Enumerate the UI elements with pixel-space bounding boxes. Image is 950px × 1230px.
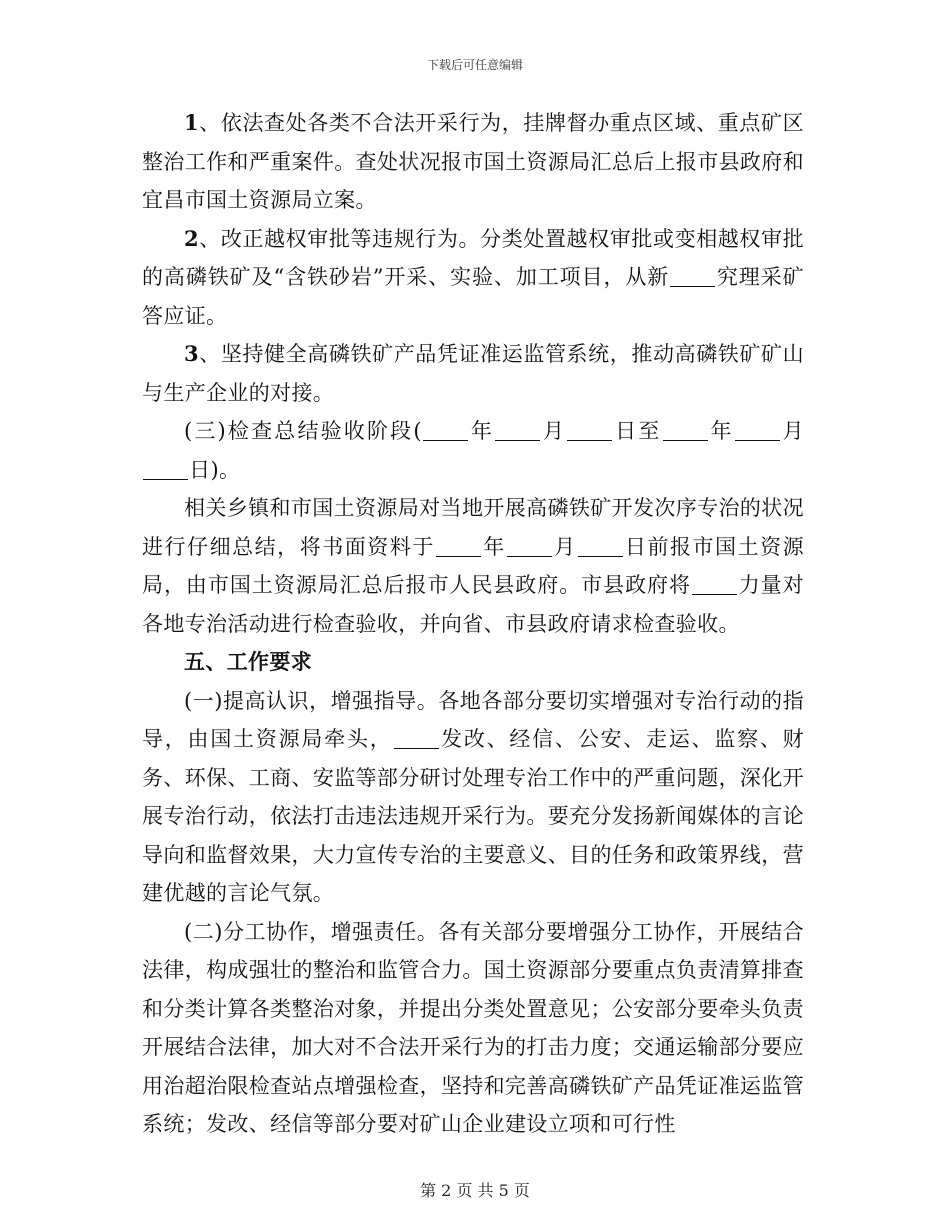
fill-blank (507, 535, 552, 557)
year-label: 年 (482, 534, 506, 559)
item-number: 1 (184, 110, 199, 135)
section-heading: 五、工作要求 (184, 649, 313, 674)
fill-blank (578, 535, 623, 557)
item-number: 3 (184, 341, 199, 366)
fill-blank (143, 458, 188, 480)
paragraph-3 (142, 335, 804, 412)
paragraph-text: 力量对各地专治活动进行检查验收，并向省、市县政府请求检查验收。 (142, 573, 804, 636)
paragraph-6 (142, 682, 804, 913)
paragraph-text: 相关乡镇和市国土资源局对当地开展高磷铁矿开发次序专治的状况进行仔细总结，将书面资料于 (142, 496, 804, 559)
item-number: 2 (184, 225, 199, 251)
year-label: 年 (469, 419, 495, 443)
paragraph-2 (142, 220, 804, 336)
fill-blank (495, 419, 540, 441)
paragraph-text: 究理采矿答应证。 (142, 265, 804, 328)
fill-blank (692, 573, 737, 595)
paragraph-1 (142, 104, 804, 220)
fill-blank (663, 419, 708, 441)
paragraph-text: (三)检查总结验收阶段( (184, 419, 422, 443)
paragraph-text: 发改、经信、公安、走运、监察、财务、环保、工商、安监等部分研讨处理专治工作中的严重问题，深化开展专治行动，依法打击违法违规开采行为。要充分发扬新闻媒体的言论导向和监督效果，大力宣传专治的主要意义、目的任务和政策界线，营建优越的言论气氛。 (142, 727, 804, 905)
paragraph-text: (一)提高认识，增强指导。各地各部分要切实增强对专治行动的指导，由国土资源局牵头， (142, 688, 804, 751)
paragraph-text: 日前报市国土资源局，由市国土资源局汇总后报市人民县政府。市县政府将 (142, 534, 804, 597)
paragraph-text: 、依法查处各类不合法开采行为，挂牌督办重点区域、重点矿区整治工作和严重案件。查处状况报市国土资源局汇总后上报市县政府和宜昌市国土资源局立案。 (142, 111, 804, 212)
fill-blank (670, 265, 715, 287)
fill-blank (423, 419, 468, 441)
year-label: 年 (708, 419, 734, 443)
header-note: 下载后可任意编辑 (426, 58, 523, 72)
page-footer: 第 2 页 共 5 页 (420, 1181, 530, 1200)
paragraph-text: 、改正越权审批等违规行为。分类处置越权审批或变相越权审批的高磷铁矿及“含铁砂岩”开采、实验、加工项目，从新 (142, 226, 804, 289)
paragraph-4 (142, 412, 804, 489)
paragraph-text: 、坚持健全高磷铁矿产品凭证准运监管系统，推动高磷铁矿矿山与生产企业的对接。 (142, 342, 804, 405)
fill-blank (567, 419, 612, 441)
paragraph-5 (142, 489, 804, 643)
fill-blank (394, 727, 439, 749)
month-label: 月 (552, 534, 577, 559)
fill-blank (735, 419, 780, 441)
fill-blank (436, 535, 481, 557)
month-label: 月 (541, 419, 567, 443)
paragraph-text: 日)。 (189, 457, 241, 482)
day-to-label: 日至 (613, 419, 662, 443)
paragraph-7: (二)分工协作，增强责任。各有关部分要增强分工协作，开展结合法律，构成强壮的整治和监管合力。国土资源部分要重点负责清算排查和分类计算各类整治对象，并提出分类处置意见；公安部分要牵头负责开展结合法律，加大对不合法开采行为的打击力度；交通运输部分要应用治超治限检查站点增强检查，坚持和完善高磷铁矿产品凭证准运监管系统；发改、经信等部分要对矿山企业建设立项和可行性 (142, 919, 804, 1136)
month-label: 月 (780, 419, 805, 443)
document-body (142, 104, 804, 1144)
